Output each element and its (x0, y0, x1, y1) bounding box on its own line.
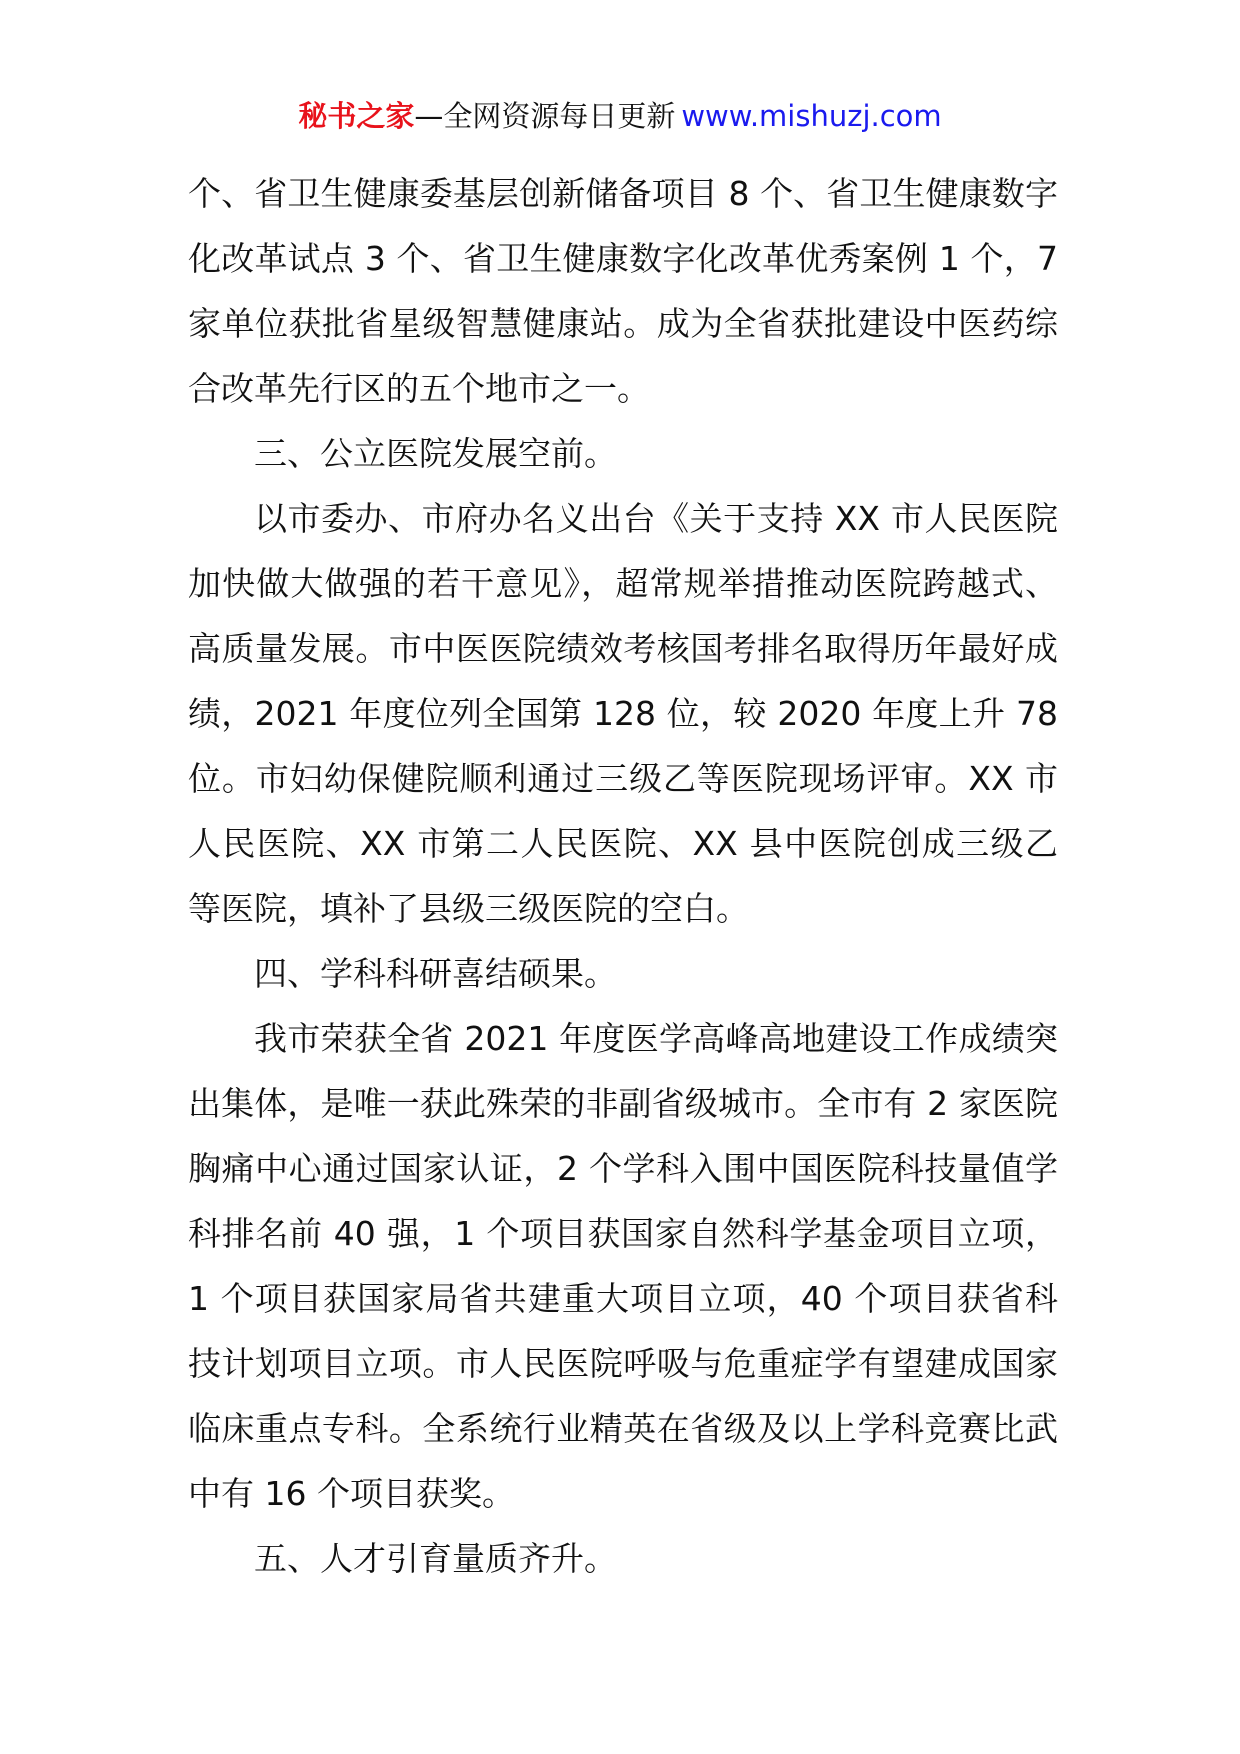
brand-name: 秘书之家 (298, 99, 415, 133)
paragraph-public-hospitals: 以市委办、市府办名义出台《关于支持 XX 市人民医院加快做大做强的若干意见》，超常规举措推动医院跨越式、高质量发展。市中医医院绩效考核国考排名取得历年最好成绩，2021 年度位列全国第 128 位，较 2020 年度上升 78 位。市妇幼保健院顺利通过三级乙等医院现场评审。XX 市人民医院、XX 市第二人民医院、XX 县中医院创成三级乙等医院，填补了县级三级医院的空白。 (188, 499, 1058, 928)
page-header (0, 96, 1240, 136)
paragraph-research: 我市荣获全省 2021 年度医学高峰高地建设工作成绩突出集体，是唯一获此殊荣的非副省级城市。全市有 2 家医院胸痛中心通过国家认证，2 个学科入围中国医院科技量值学科排名前 40 强，1 个项目获国家自然科学基金项目立项，1 个项目获国家局省共建重大项目立项，40 个项目获省科技计划项目立项。市人民医院呼吸与危重症学有望建成国家临床重点专科。全系统行业精英在省级及以上学科竞赛比武中有 16 个项目获奖。 (188, 1019, 1058, 1513)
header-url[interactable]: www.mishuzj.com (681, 99, 942, 133)
section-heading-3: 三、公立医院发展空前。 (254, 434, 617, 473)
paragraph-continuation: 个、省卫生健康委基层创新储备项目 8 个、省卫生健康数字化改革试点 3 个、省卫生健康数字化改革优秀案例 1 个，7 家单位获批省星级智慧健康站。成为全省获批建设中医药综合改革先行区的五个地市之一。 (188, 174, 1058, 408)
section-heading-4: 四、学科科研喜结硕果。 (254, 954, 617, 993)
header-slogan: —全网资源每日更新 (414, 99, 676, 133)
document-body (188, 161, 1058, 1591)
section-heading-5: 五、人才引育量质齐升。 (254, 1539, 617, 1578)
